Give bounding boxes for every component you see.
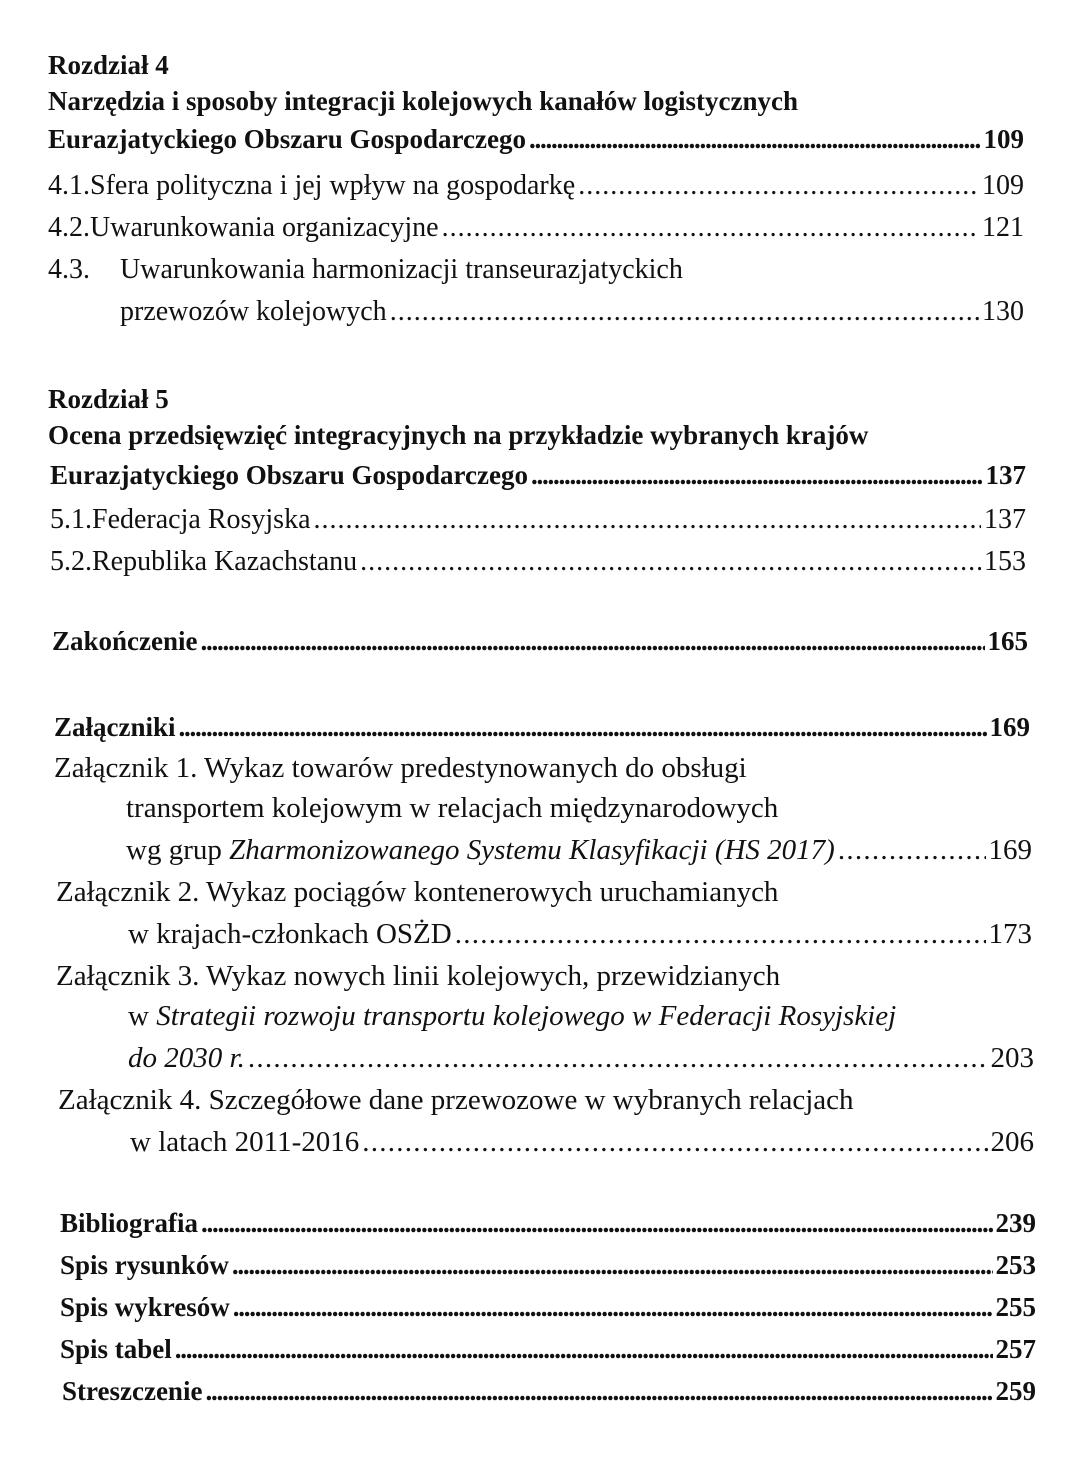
dot-leader (232, 1250, 993, 1281)
page-number: 203 (990, 1042, 1034, 1074)
dot-leader (529, 124, 981, 155)
entry-title: Spis rysunków (60, 1250, 229, 1280)
dot-leader (455, 918, 986, 951)
page-number: 109 (983, 124, 1024, 154)
toc-entry-4-3-line1[interactable] (48, 254, 1024, 286)
section-number: 4.1. (48, 170, 90, 201)
toc-entry-4-1[interactable] (48, 170, 1024, 202)
section-number: 4.2. (48, 212, 90, 243)
page-number: 169 (989, 712, 1030, 742)
page-number: 259 (995, 1376, 1036, 1406)
dot-leader (205, 1376, 992, 1407)
appendix-4-line1: Załącznik 4. Szczegółowe dane przewozowe w wybranych relacjach (58, 1084, 854, 1116)
chapter-4-title-entry[interactable] (48, 124, 1024, 155)
page-number: 253 (995, 1250, 1036, 1280)
dot-leader (233, 1292, 993, 1323)
dot-leader (360, 546, 981, 578)
dot-leader (201, 626, 985, 657)
appendix-4-line2: w latach 2011-2016 (130, 1126, 360, 1158)
dot-leader (838, 834, 986, 867)
section-title: Federacja Rosyjska (92, 504, 311, 535)
appendix-3-line2-italic: Strategii rozwoju transportu kolejowego w Federacji Rosyjskiej (156, 1000, 897, 1032)
dot-leader (179, 712, 987, 743)
appendix-1-line1: Załącznik 1. Wykaz towarów predestynowanych do obsługi (54, 752, 747, 784)
toc-entry-appendix-3[interactable] (128, 1042, 1034, 1075)
appendix-1-line3-prefix: wg grup (126, 834, 230, 866)
toc-entry-appendix-1[interactable] (126, 834, 1032, 867)
appendix-3-line2-prefix: w (128, 1000, 157, 1032)
page-number: 137 (984, 504, 1026, 535)
page-number: 121 (982, 212, 1024, 243)
toc-entry-appendices[interactable] (54, 712, 1030, 743)
section-title: Republika Kazachstanu (92, 546, 358, 577)
toc-entry-5-1[interactable] (50, 504, 1026, 536)
appendix-3-line1: Załącznik 3. Wykaz nowych linii kolejowych, przewidzianych (56, 960, 781, 992)
toc-entry-figures[interactable] (60, 1250, 1036, 1281)
page-number: 206 (990, 1126, 1034, 1158)
appendix-3-line2 (128, 1000, 896, 1033)
chapter-4-title-line1: Narzędzia i sposoby integracji kolejowych kanałów logistycznych (48, 86, 798, 116)
toc-entry-appendix-2[interactable] (128, 918, 1032, 951)
page-number: 169 (988, 834, 1032, 866)
page-number: 239 (995, 1208, 1036, 1238)
toc-entry-summary[interactable] (62, 1376, 1036, 1407)
entry-title: Streszczenie (62, 1376, 203, 1406)
dot-leader (442, 212, 979, 244)
page-number: 165 (987, 626, 1028, 656)
toc-entry-bibliography[interactable] (60, 1208, 1036, 1239)
section-title: Uwarunkowania organizacyjne (90, 212, 439, 243)
section-number: 4.3. (48, 254, 90, 285)
toc-entry-tables[interactable] (60, 1334, 1036, 1365)
section-title: Uwarunkowania harmonizacji transeurazjatyckich (120, 254, 683, 285)
toc-entry-appendix-4[interactable] (130, 1126, 1034, 1159)
section-title-continued: przewozów kolejowych (120, 296, 387, 327)
toc-entry-4-2[interactable] (48, 212, 1024, 244)
toc-entry-conclusion[interactable] (52, 626, 1028, 657)
conclusion-title: Zakończenie (52, 626, 198, 656)
entry-title: Spis wykresów (60, 1292, 230, 1322)
page-number: 137 (985, 460, 1026, 490)
dot-leader (201, 1208, 992, 1239)
dot-leader (578, 170, 979, 202)
chapter-5-heading: Rozdział 5 (48, 384, 169, 414)
appendix-2-line1: Załącznik 2. Wykaz pociągów kontenerowych uruchamianych (56, 876, 779, 908)
page-number: 173 (988, 918, 1032, 950)
appendix-1-line2: transportem kolejowym w relacjach międzynarodowych (126, 792, 779, 824)
entry-title: Spis tabel (60, 1334, 172, 1364)
section-title: Sfera polityczna i jej wpływ na gospodarkę (90, 170, 576, 201)
appendix-3-line3: do 2030 r. (128, 1042, 245, 1074)
chapter-5-title-entry[interactable] (50, 460, 1026, 491)
page-number: 109 (982, 170, 1024, 201)
entry-title: Bibliografia (60, 1208, 199, 1238)
chapter-4-title-line2: Eurazjatyckiego Obszaru Gospodarczego (48, 124, 526, 154)
chapter-4-heading: Rozdział 4 (48, 50, 169, 80)
dot-leader (175, 1334, 993, 1365)
dot-leader (390, 296, 979, 328)
page-number: 255 (995, 1292, 1036, 1322)
appendix-1-line3 (126, 834, 835, 867)
appendix-1-line3-italic: Zharmonizowanego Systemu Klasyfikacji (HS 2017) (229, 834, 835, 866)
section-number: 5.2. (50, 546, 92, 577)
chapter-5-title-line1: Ocena przedsięwzięć integracyjnych na przykładzie wybranych krajów (48, 420, 869, 450)
toc-entry-4-3-line2[interactable] (120, 296, 1024, 328)
dot-leader (314, 504, 982, 536)
dot-leader (362, 1126, 987, 1159)
page-number: 130 (982, 296, 1024, 327)
toc-entry-5-2[interactable] (50, 546, 1026, 578)
page-number: 153 (984, 546, 1026, 577)
chapter-5-title-line2: Eurazjatyckiego Obszaru Gospodarczego (50, 460, 528, 490)
section-number: 5.1. (50, 504, 92, 535)
dot-leader (248, 1042, 988, 1075)
appendices-title: Załączniki (54, 712, 176, 742)
appendix-2-line2: w krajach-członkach OSŻD (128, 918, 452, 950)
page-number: 257 (995, 1334, 1036, 1364)
dot-leader (531, 460, 983, 491)
toc-entry-charts[interactable] (60, 1292, 1036, 1323)
